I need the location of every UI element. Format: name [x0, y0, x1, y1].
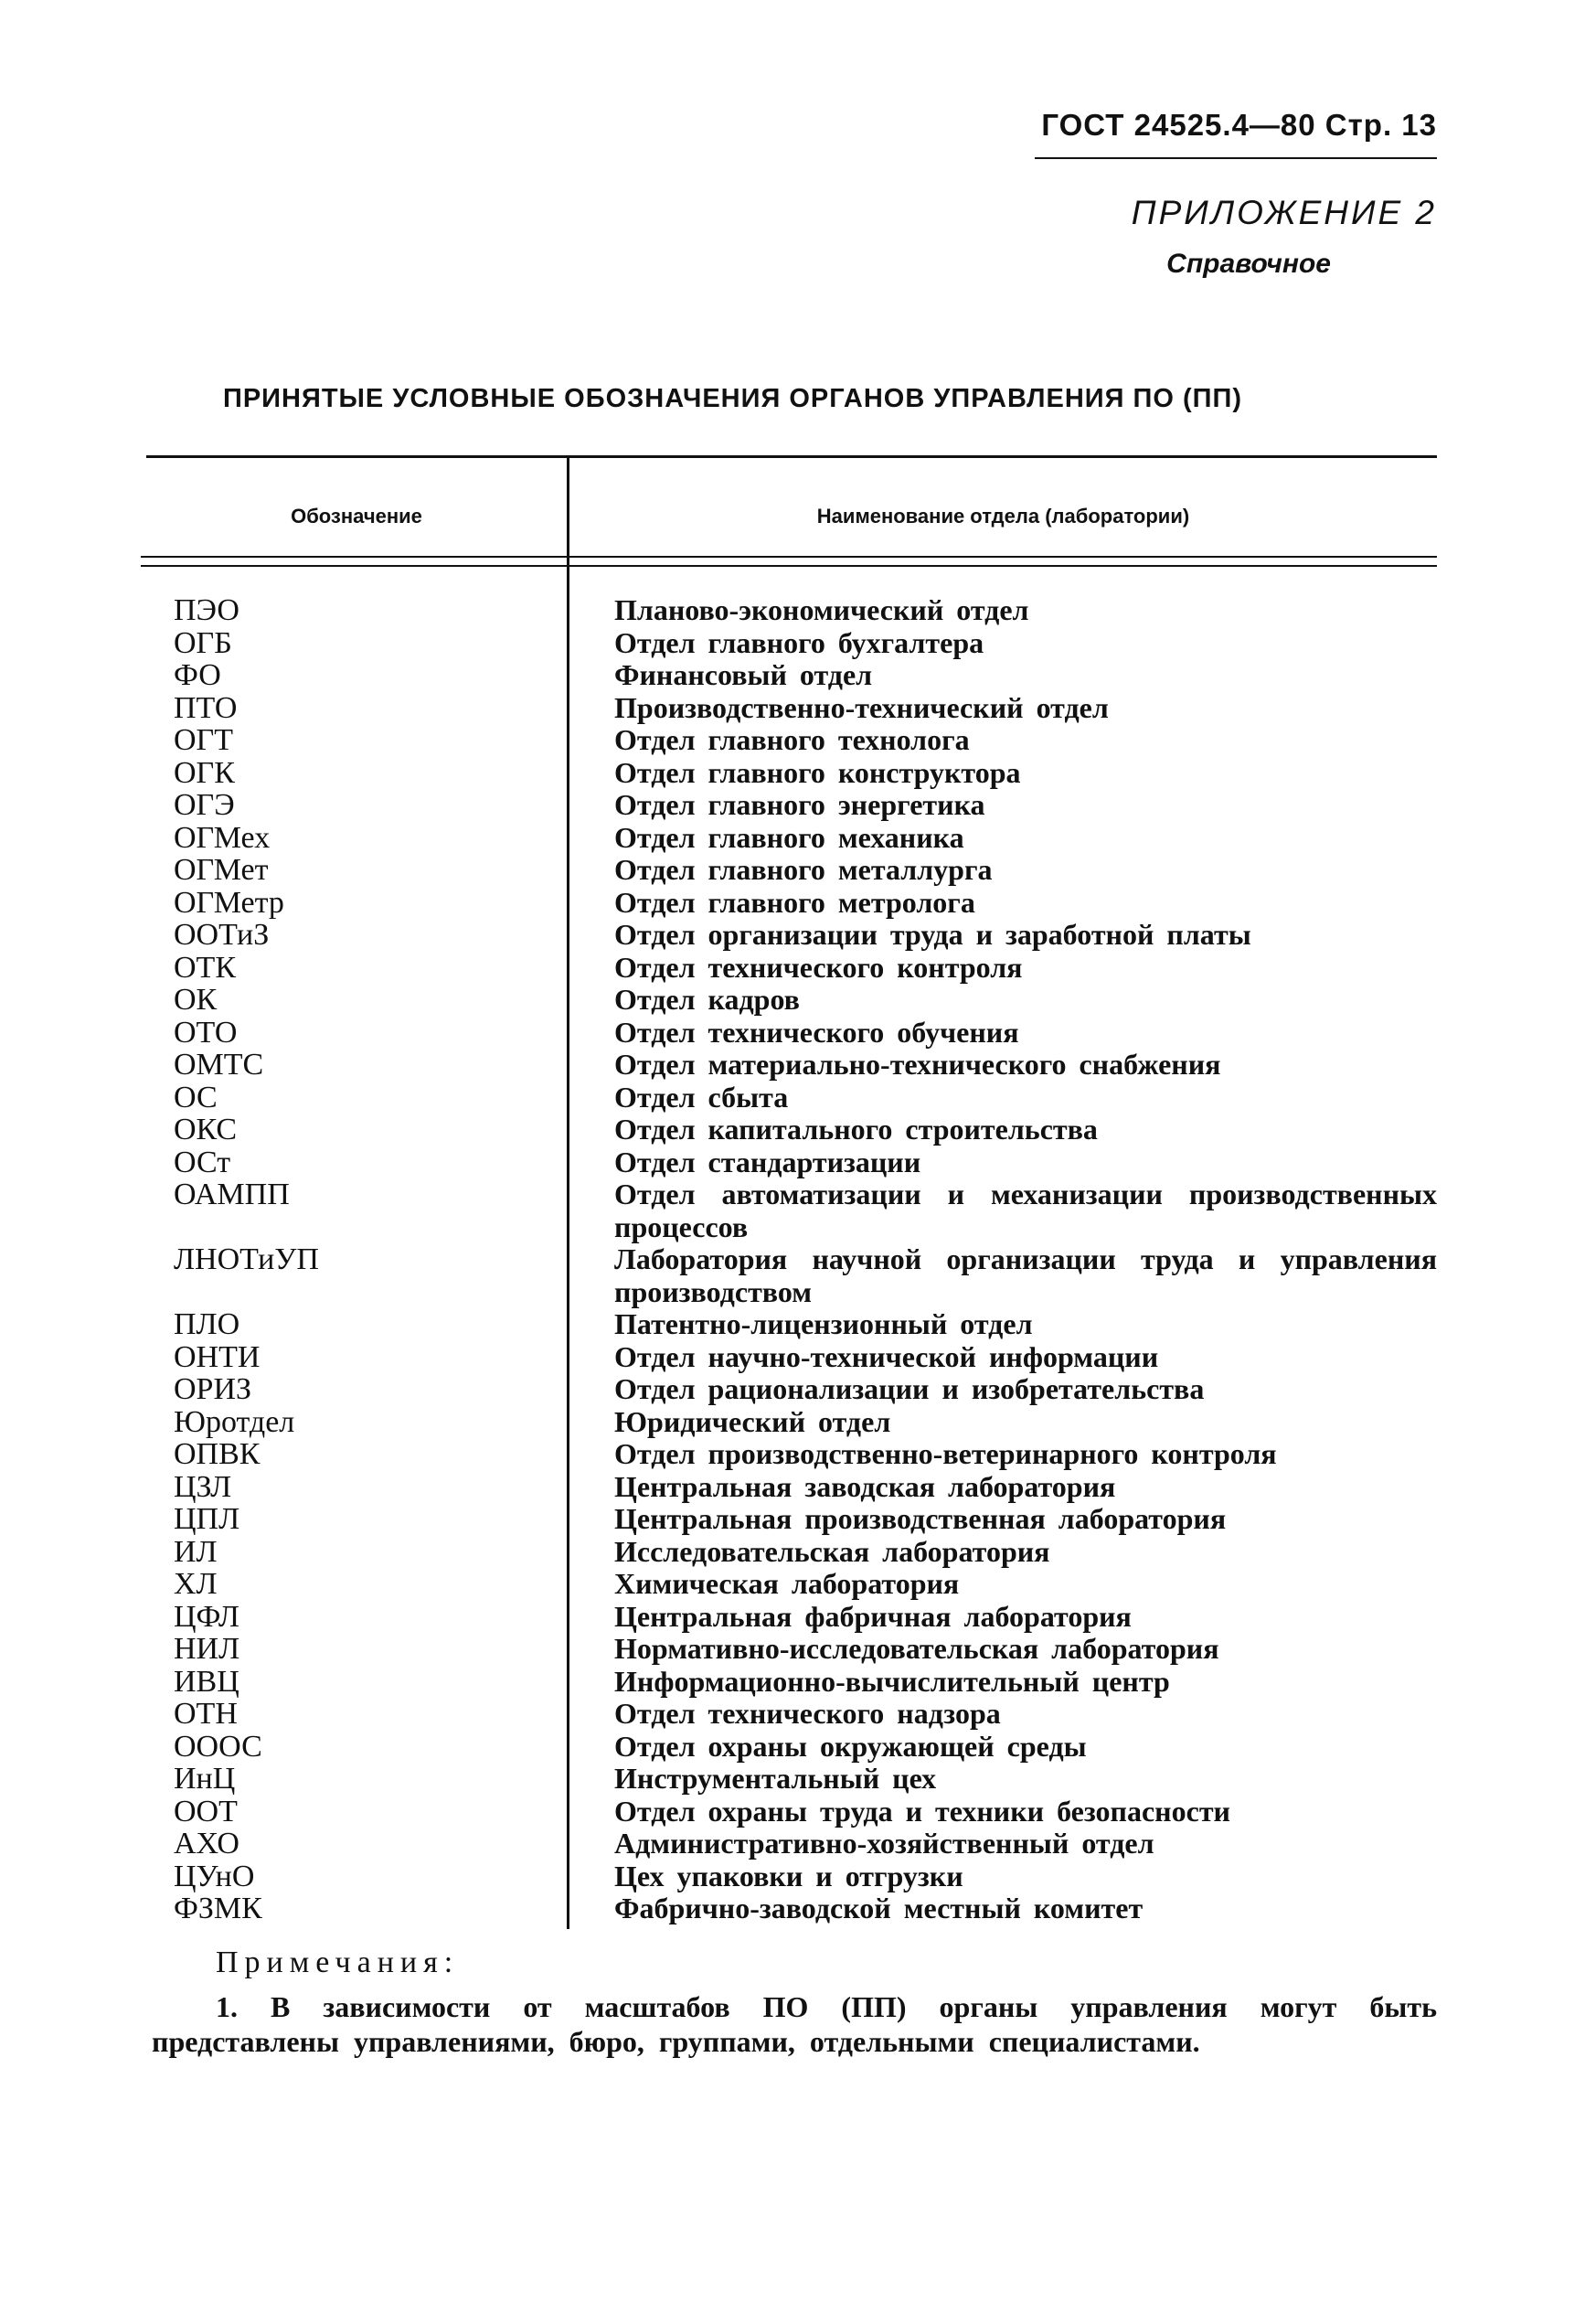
department-name-cell: Центральная заводская лаборатория	[614, 1469, 1116, 1503]
abbreviation-cell: ФЗМК	[174, 1892, 262, 1925]
department-name-cell: Юридический отдел	[614, 1404, 891, 1438]
department-name-cell: Отдел научно-технической информации	[614, 1339, 1159, 1373]
abbreviation-cell: ЦУнО	[174, 1859, 255, 1893]
appendix-label: ПРИЛОЖЕНИЕ 2	[1131, 194, 1437, 231]
abbreviation-cell: ОТО	[174, 1015, 238, 1050]
department-name-cell: Отдел капитального строительства	[614, 1113, 1098, 1146]
abbreviation-cell: ОТН	[174, 1697, 238, 1731]
abbreviation-cell: ФО	[174, 658, 221, 692]
table-body	[146, 594, 1437, 1925]
abbreviation-cell: ОСт	[174, 1145, 231, 1179]
abbreviation-cell: ОООС	[174, 1729, 262, 1764]
abbreviation-cell: ОМТС	[174, 1048, 264, 1082]
header-rule	[1035, 157, 1437, 159]
table-row	[146, 1892, 1437, 1925]
abbreviation-cell: ОГТ	[174, 723, 233, 757]
table-top-rule	[146, 455, 1437, 458]
abbreviation-cell: ПТО	[174, 690, 238, 725]
abbreviation-cell: ОКС	[174, 1113, 238, 1146]
abbreviation-cell: ОГМет	[174, 853, 269, 887]
abbreviation-cell: ХЛ	[174, 1567, 218, 1601]
abbreviation-cell: ЛНОТиУП	[174, 1242, 319, 1276]
department-name-cell: Отдел главного бухгалтера	[614, 625, 984, 659]
header-separator-rule	[141, 556, 1437, 558]
header-separator-rule-double	[141, 565, 1437, 567]
department-name-cell: Финансовый отдел	[614, 658, 873, 691]
column-header-abbreviation: Обозначение	[291, 505, 422, 528]
department-name-cell: Цех упаковки и отгрузки	[614, 1859, 963, 1892]
abbreviation-cell: ОАМПП	[174, 1178, 290, 1211]
department-name-cell: Отдел главного метролога	[614, 885, 975, 919]
table-row	[146, 1601, 1437, 1634]
department-name-cell: Отдел организации труда и заработной платы	[614, 918, 1251, 951]
document-title: ПРИНЯТЫЕ УСЛОВНЫЕ ОБОЗНАЧЕНИЯ ОРГАНОВ УПРАВЛЕНИЯ ПО (ПП)	[223, 384, 1243, 413]
abbreviation-cell: ОК	[174, 983, 218, 1017]
department-name-cell: Отдел автоматизации и механизации производственных процессов	[614, 1178, 1437, 1243]
department-name-cell: Центральная производственная лаборатория	[614, 1502, 1227, 1535]
abbreviation-cell: Юротдел	[174, 1404, 295, 1439]
abbreviation-cell: ОГК	[174, 755, 235, 790]
table-row	[146, 1763, 1437, 1796]
department-name-cell: Отдел технического контроля	[614, 950, 1023, 984]
department-name-cell: Информационно-вычислительный центр	[614, 1664, 1170, 1698]
table-row	[146, 1568, 1437, 1601]
department-name-cell: Отдел главного технолога	[614, 723, 970, 756]
abbreviation-cell: АХО	[174, 1827, 239, 1860]
abbreviation-cell: ПЭО	[174, 593, 239, 627]
department-name-cell: Отдел главного механика	[614, 820, 964, 854]
table-row	[146, 1828, 1437, 1860]
department-name-cell: Планово-экономический отдел	[614, 593, 1029, 626]
department-name-cell: Отдел стандартизации	[614, 1145, 921, 1178]
department-name-cell: Административно-хозяйственный отдел	[614, 1827, 1154, 1860]
abbreviation-cell: ИЛ	[174, 1534, 218, 1569]
table-row	[146, 1178, 1437, 1243]
department-name-cell: Отдел рационализации и изобретательства	[614, 1372, 1205, 1405]
table-row	[146, 919, 1437, 952]
abbreviation-cell: ОГБ	[174, 625, 232, 660]
abbreviations-table	[146, 455, 1437, 1938]
table-row	[146, 692, 1437, 725]
abbreviation-cell: ОГЭ	[174, 788, 235, 822]
table-row	[146, 887, 1437, 920]
table-row	[146, 1438, 1437, 1471]
table-row	[146, 1698, 1437, 1731]
table-row	[146, 1536, 1437, 1569]
table-row	[146, 789, 1437, 822]
abbreviation-cell: ЦЗЛ	[174, 1469, 232, 1504]
table-row	[146, 1471, 1437, 1504]
table-row	[146, 1308, 1437, 1341]
table-row	[146, 724, 1437, 757]
abbreviation-cell: ОРИЗ	[174, 1372, 252, 1406]
table-row	[146, 1666, 1437, 1699]
table-row	[146, 594, 1437, 627]
department-name-cell: Отдел производственно-ветеринарного контроля	[614, 1437, 1277, 1470]
department-name-cell: Отдел сбыта	[614, 1080, 789, 1114]
table-row	[146, 1243, 1437, 1308]
abbreviation-cell: ОПВК	[174, 1437, 261, 1471]
abbreviation-cell: ОНТИ	[174, 1339, 261, 1374]
department-name-cell: Отдел материально-технического снабжения	[614, 1048, 1221, 1081]
department-name-cell: Производственно-технический отдел	[614, 690, 1109, 724]
abbreviation-cell: ЦФЛ	[174, 1599, 239, 1634]
table-row	[146, 1406, 1437, 1439]
abbreviation-cell: НИЛ	[174, 1632, 240, 1666]
department-name-cell: Фабрично-заводской местный комитет	[614, 1892, 1144, 1924]
department-name-cell: Отдел главного металлурга	[614, 853, 993, 886]
table-row	[146, 1860, 1437, 1893]
abbreviation-cell: ООТиЗ	[174, 918, 270, 952]
department-name-cell: Отдел кадров	[614, 983, 800, 1016]
abbreviation-cell: ИВЦ	[174, 1664, 239, 1699]
standard-page-header: ГОСТ 24525.4—80 Стр. 13	[1041, 108, 1437, 142]
department-name-cell: Отдел охраны труда и техники безопасности	[614, 1794, 1230, 1828]
department-name-cell: Отдел главного конструктора	[614, 755, 1021, 789]
abbreviation-cell: ОС	[174, 1080, 218, 1114]
department-name-cell: Инструментальный цех	[614, 1762, 937, 1795]
table-row	[146, 659, 1437, 692]
note-item: 1. В зависимости от масштабов ПО (ПП) органы управления могут быть представлены управлениями, бюро, группами, отдельными специалистами.	[152, 1990, 1437, 2058]
department-name-cell: Исследовательская лаборатория	[614, 1534, 1050, 1568]
table-row	[146, 854, 1437, 887]
department-name-cell: Патентно-лицензионный отдел	[614, 1307, 1033, 1340]
department-name-cell: Отдел технического надзора	[614, 1697, 1001, 1730]
table-row	[146, 1503, 1437, 1536]
abbreviation-cell: ОГМех	[174, 820, 271, 855]
department-name-cell: Отдел главного энергетика	[614, 788, 985, 821]
table-row	[146, 1796, 1437, 1828]
notes-title: Примечания:	[216, 1946, 460, 1979]
appendix-type: Справочное	[1166, 249, 1331, 279]
abbreviation-cell: ОГМетр	[174, 885, 284, 920]
abbreviation-cell: ОТК	[174, 950, 236, 985]
table-row	[146, 757, 1437, 790]
table-row	[146, 984, 1437, 1017]
table-row	[146, 952, 1437, 985]
table-row	[146, 1146, 1437, 1179]
table-row	[146, 1633, 1437, 1666]
abbreviation-cell: ООТ	[174, 1794, 238, 1828]
table-row	[146, 1049, 1437, 1082]
table-row	[146, 1341, 1437, 1374]
table-row	[146, 1082, 1437, 1114]
table-row	[146, 627, 1437, 660]
table-row	[146, 1373, 1437, 1406]
column-header-name: Наименование отдела (лаборатории)	[816, 505, 1190, 528]
department-name-cell: Отдел охраны окружающей среды	[614, 1729, 1087, 1763]
abbreviation-cell: ЦПЛ	[174, 1502, 240, 1536]
table-row	[146, 822, 1437, 855]
department-name-cell: Центральная фабричная лаборатория	[614, 1599, 1132, 1633]
department-name-cell: Отдел технического обучения	[614, 1015, 1019, 1049]
department-name-cell: Лаборатория научной организации труда и управления производством	[614, 1242, 1437, 1308]
table-row	[146, 1114, 1437, 1146]
table-row	[146, 1731, 1437, 1764]
department-name-cell: Нормативно-исследовательская лаборатория	[614, 1632, 1219, 1665]
abbreviation-cell: ПЛО	[174, 1307, 240, 1341]
abbreviation-cell: ИнЦ	[174, 1762, 236, 1796]
table-row	[146, 1017, 1437, 1050]
department-name-cell: Химическая лаборатория	[614, 1567, 960, 1600]
